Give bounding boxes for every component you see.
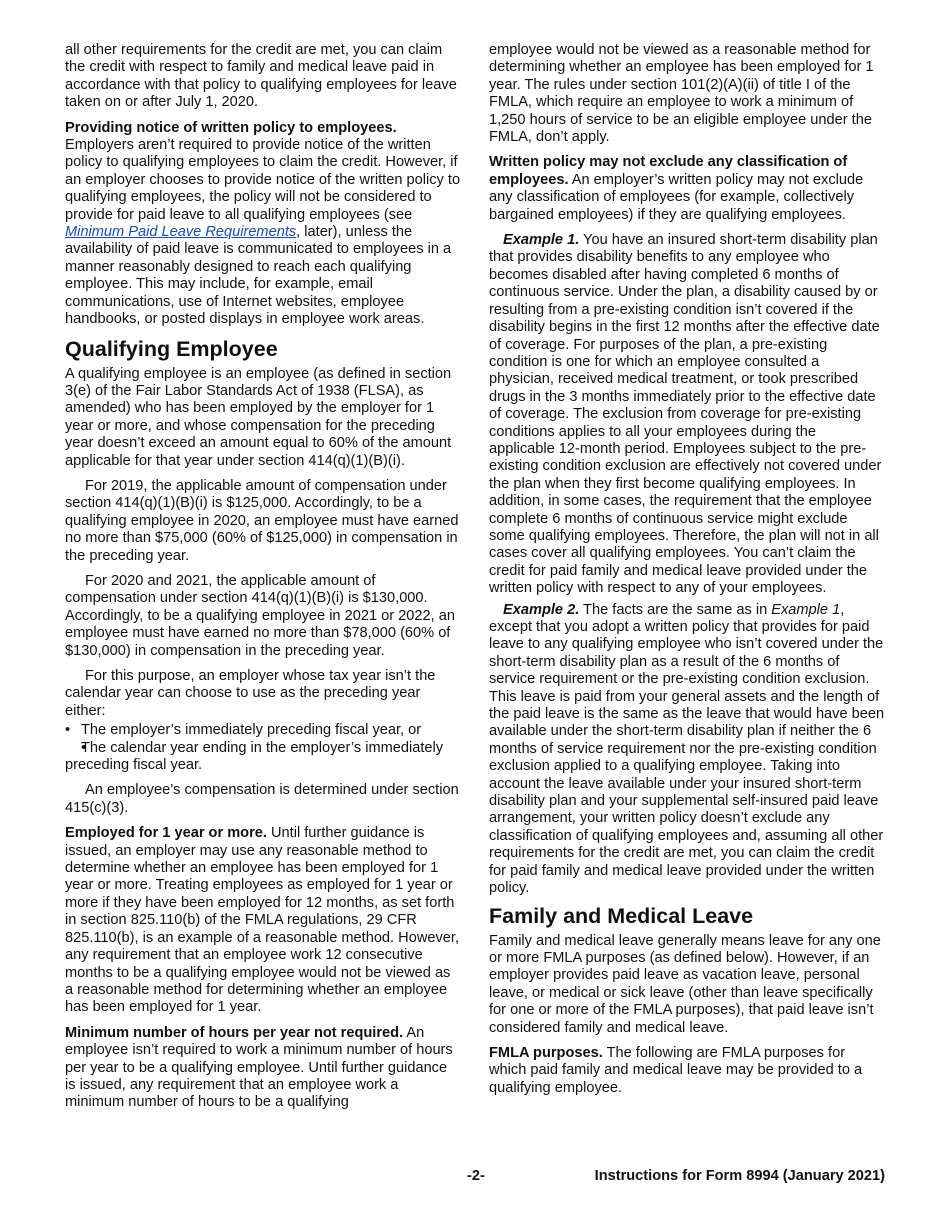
paragraph-employed-1-year xyxy=(65,825,461,1016)
paragraph-written-policy xyxy=(489,154,885,224)
bullet-item: • The employer’s immediately preceding fiscal year, or xyxy=(65,722,461,739)
example-1-reference: Example 1 xyxy=(771,601,841,618)
employed-text: Until further guidance is issued, an employer may use any reasonable method to determine whether an employee has been employed for 1 year or more. Treating employees as employed for 1 year or more if they have been employed for 12 months, as set forth in section 825.110(b) of the FMLA regulations, 29 CFR 825.110(b), is an example of a reasonable method. However, any requirement that an employee work 12 consecutive months to be a qualifying employee would not be viewed as a reasonable method for determining whether an employee has been employed for 1 year. xyxy=(65,825,459,1016)
paragraph-notice xyxy=(65,120,461,329)
fmla-purposes-heading: FMLA purposes. xyxy=(489,1044,603,1061)
example-2-text-b: , except that you adopt a written policy that provides for paid leave to any qualifying employee who isn’t covered under the short-term disability plan as a result of the 6 months of service requirement or the pre-existing condition exclusion. This leave is paid from your general assets and the length of the paid leave is the same as the leave that would have been available under the short-term disability plan if neither the 6 months of service requirement nor the pre-existing condition exclusion applied to a qualifying employee. Taking into account the leave available under your insured short-term disability plan and your supplemental self-insured paid leave arrangement, your written policy doesn’t exclude any classification of qualifying employees and, assuming all other requirements for the credit are met, you can claim the credit for paid family and medical leave provided under the written policy. xyxy=(489,601,885,897)
bullet-item: • The calendar year ending in the employer’s immediately preceding fiscal year. xyxy=(65,740,461,775)
minimum-hours-text: An employee isn’t required to work a minimum number of hours per year to be a qualifying employee. Until further guidance is issued, any requirement that an employee work a minimum number of hours to be a qualifying xyxy=(65,1024,453,1111)
example-1-text: You have an insured short-term disability plan that provides disability benefits to any employee who becomes disabled after having completed 6 months of continuous service. Under the plan, a disability caused by or resulting from a pre-existing condition isn’t covered if the disability begins in the first 12 months after the effective date of coverage. For purposes of the plan, a pre-existing condition is one for which an employee consulted a physician, received medical treatment, or took prescribed drugs in the 3 months immediately prior to the effective date of coverage. The exclusion from coverage for pre-existing conditions applies to all your employees during the applicable 12-month period. Employees subject to the pre-existing condition exclusion are effectively not covered under the plan when they first become qualifying employees. In addition, in some cases, the requirement that the employee complete 6 months of continuous service might exclude some qualifying employees. Therefore, the plan will not in all cases cover all qualifying employees. You can’t claim the credit for paid family and medical leave provided under the written policy with respect to any of your employees. xyxy=(489,232,882,597)
left-column xyxy=(65,42,461,1120)
right-column xyxy=(489,42,885,1105)
fmla-purposes-text: The following are FMLA purposes for which paid family and medical leave may be provided to a qualifying employee. xyxy=(489,1044,863,1096)
example-2-text-a: The facts are the same as in xyxy=(579,601,772,618)
page-number: -2- xyxy=(467,1168,485,1184)
notice-text-b: , later), unless the availability of paid leave is communicated to employees in a manner reasonably designed to reach each qualifying employee. This may include, for example, email communications, use of Internet websites, employee handbooks, or posted displays in employee work areas. xyxy=(65,224,452,328)
heading-family-medical-leave: Family and Medical Leave xyxy=(489,903,754,928)
minimum-hours-heading: Minimum number of hours per year not required. xyxy=(65,1024,404,1041)
paragraph-fiscal-purpose: For this purpose, an employer whose tax year isn’t the calendar year can choose to use as the preceding year either: xyxy=(65,668,436,719)
page-footer xyxy=(65,1168,885,1188)
notice-text-a: Employers aren’t required to provide notice of the written policy to qualifying employees to claim the credit. However, if an employer chooses to provide notice of the written policy to qualifying employees, the policy will not be considered to provide for paid leave to all qualifying employees (see xyxy=(65,137,461,223)
paragraph-2019: For 2019, the applicable amount of compensation under section 414(q)(1)(B)(i) is $125,000. Accordingly, to be a qualifying employee in 2020, an employee must have earned no more than $75,000 (60% of $125,000) in compensation in the preceding year. xyxy=(65,477,459,564)
paragraph-hours-continuation: employee would not be viewed as a reasonable method for determining whether an employee has been employed for 1 year. The rules under section 101(2)(A)(ii) of title I of the FMLA, which require an employee to work a minimum of 1,250 hours of service to be an eligible employee under the FMLA, don’t apply. xyxy=(489,42,874,146)
heading-qualifying-employee: Qualifying Employee xyxy=(65,336,278,361)
written-policy-heading: Written policy may not exclude any classification of employees. xyxy=(489,154,848,188)
paragraph-example-1 xyxy=(489,232,885,598)
example-1-label: Example 1. xyxy=(503,232,580,249)
bullet-list xyxy=(65,722,461,774)
paragraph-family-leave: Family and medical leave generally means leave for any one or more FMLA purposes (as defined below). However, if an employer provides paid leave as vacation leave, personal leave, or medical or sick leave (other than leave specifically for one or more of the FMLA purposes), that paid leave isn’t considered family and medical leave. xyxy=(489,932,881,1036)
paragraph-compensation: An employee’s compensation is determined under section 415(c)(3). xyxy=(65,782,459,816)
form-title: Instructions for Form 8994 (January 2021) xyxy=(594,1168,885,1184)
minimum-paid-leave-link[interactable]: Minimum Paid Leave Requirements xyxy=(65,224,297,241)
paragraph-2020-2021: For 2020 and 2021, the applicable amount of compensation under section 414(q)(1)(B)(i) is $130,000. Accordingly, to be a qualifying employee in 2021 or 2022, an employee must have earned no more than $78,000 (60% of $130,000) in compensation in the preceding year. xyxy=(65,572,455,659)
paragraph-example-2 xyxy=(489,602,885,898)
written-policy-text: An employer’s written policy may not exclude any classification of employees (for example, collectively bargained employees) if they are qualifying employees. xyxy=(489,171,864,223)
paragraph-credit-continuation: all other requirements for the credit are met, you can claim the credit with respect to family and medical leave paid in accordance with that policy to qualifying employees for leave taken on or after July 1, 2020. xyxy=(65,42,457,111)
employed-heading: Employed for 1 year or more. xyxy=(65,825,267,842)
notice-heading: Providing notice of written policy to employees. xyxy=(65,119,397,136)
paragraph-fmla-purposes xyxy=(489,1045,885,1097)
paragraph-minimum-hours xyxy=(65,1025,461,1112)
example-2-label: Example 2. xyxy=(503,601,580,618)
paragraph-qualifying-definition: A qualifying employee is an employee (as defined in section 3(e) of the Fair Labor Standards Act of 1938 (FLSA), as amended) who has been employed by the employer for 1 year or more, and whose compensation for the preceding year doesn’t exceed an amount equal to 60% of the amount applicable for that year under section 414(q)(1)(B)(i). xyxy=(65,365,452,469)
